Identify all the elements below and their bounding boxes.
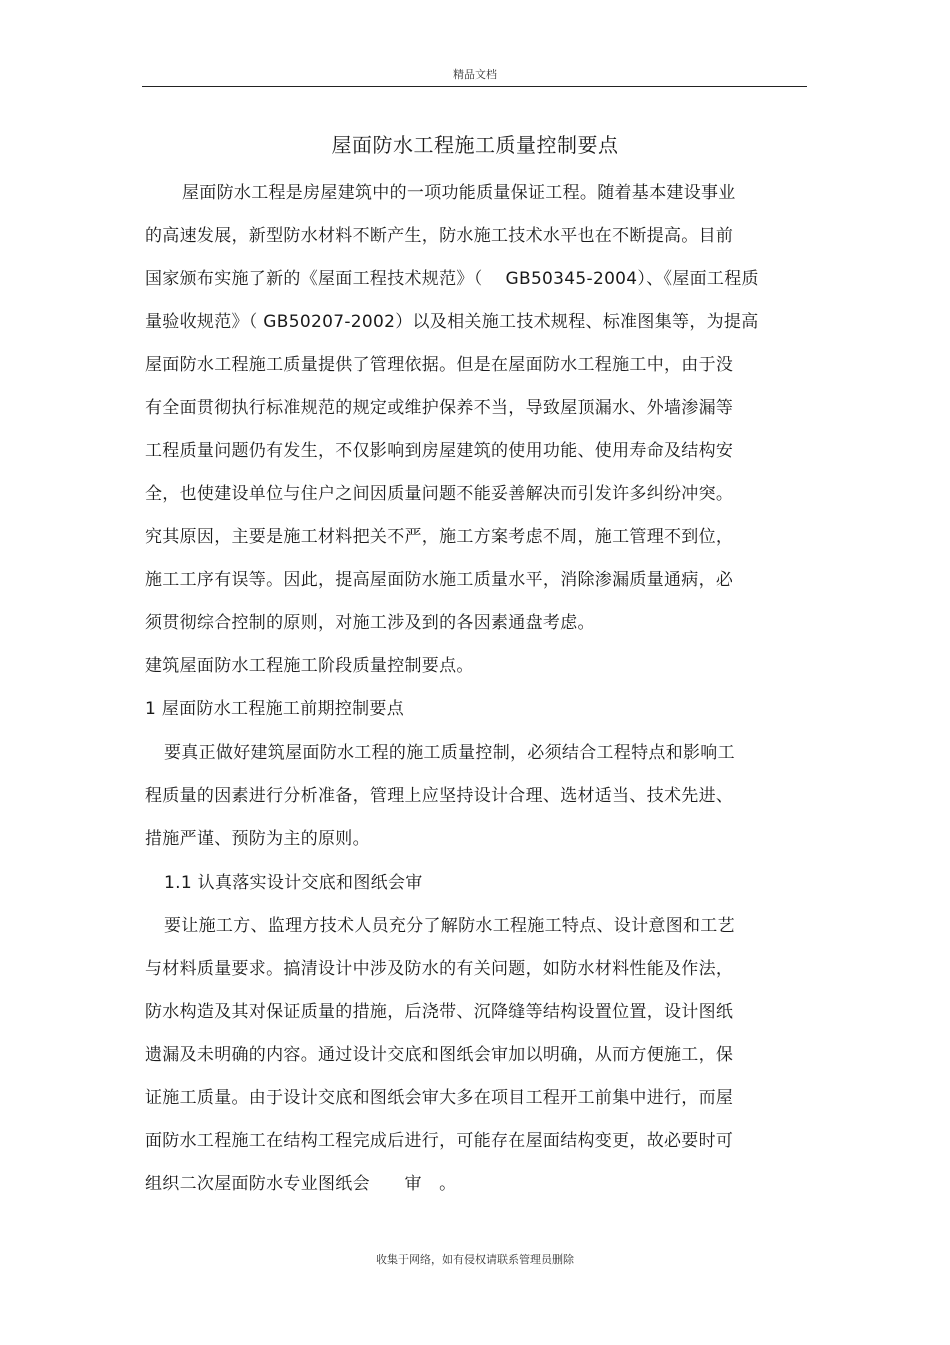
header-divider [142,86,807,87]
body-line: 程质量的因素进行分析准备，管理上应坚持设计合理、选材适当、技术先进、 [145,786,734,806]
body-line: 工程质量问题仍有发生，不仅影响到房屋建筑的使用功能、使用寿命及结构安 [145,441,734,461]
body-line: 屋面防水工程施工质量提供了管理依据。但是在屋面防水工程施工中，由于没 [145,355,734,375]
body-line: 究其原因，主要是施工材料把关不严，施工方案考虑不周，施工管理不到位， [145,527,734,547]
page-header: 精品文档 [453,68,497,81]
body-line: 屋面防水工程是房屋建筑中的一项功能质量保证工程。随着基本建设事业 [182,183,736,203]
section-heading: 1 屋面防水工程施工前期控制要点 [145,699,405,719]
section-heading: 建筑屋面防水工程施工阶段质量控制要点。 [145,656,474,676]
page-footer: 收集于网络，如有侵权请联系管理员删除 [376,1253,574,1266]
body-line: 与材料质量要求。搞清设计中涉及防水的有关问题，如防水材料性能及作法， [145,959,734,979]
body-line: 施工工序有误等。因此，提高屋面防水施工质量水平，消除渗漏质量通病，必 [145,570,734,590]
body-line: 要让施工方、监理方技术人员充分了解防水工程施工特点、设计意图和工艺 [164,916,735,936]
body-line: 全，也使建设单位与住户之间因质量问题不能妥善解决而引发许多纠纷冲突。 [145,484,734,504]
body-line: 防水构造及其对保证质量的措施，后浇带、沉降缝等结构设置位置，设计图纸 [145,1002,734,1022]
body-line: 的高速发展，新型防水材料不断产生，防水施工技术水平也在不断提高。目前 [145,226,734,246]
body-line: 国家颁布实施了新的《屋面工程技术规范》（ GB50345-2004）、《屋面工程质 [145,269,759,289]
document-title: 屋面防水工程施工质量控制要点 [331,133,619,157]
body-line: 要真正做好建筑屋面防水工程的施工质量控制，必须结合工程特点和影响工 [164,743,735,763]
body-line: 量验收规范》（ GB50207-2002）以及相关施工技术规程、标准图集等，为提高 [145,312,759,332]
body-line: 须贯彻综合控制的原则，对施工涉及到的各因素通盘考虑。 [145,613,595,633]
body-line: 措施严谨、预防为主的原则。 [145,829,370,849]
subsection-heading: 1.1 认真落实设计交底和图纸会审 [164,873,423,893]
body-line: 组织二次屋面防水专业图纸会 审 。 [145,1174,457,1194]
body-line: 有全面贯彻执行标准规范的规定或维护保养不当，导致屋顶漏水、外墙渗漏等 [145,398,734,418]
body-line: 遗漏及未明确的内容。通过设计交底和图纸会审加以明确，从而方便施工，保 [145,1045,734,1065]
body-line: 证施工质量。由于设计交底和图纸会审大多在项目工程开工前集中进行，而屋 [145,1088,734,1108]
body-line: 面防水工程施工在结构工程完成后进行，可能存在屋面结构变更，故必要时可 [145,1131,734,1151]
